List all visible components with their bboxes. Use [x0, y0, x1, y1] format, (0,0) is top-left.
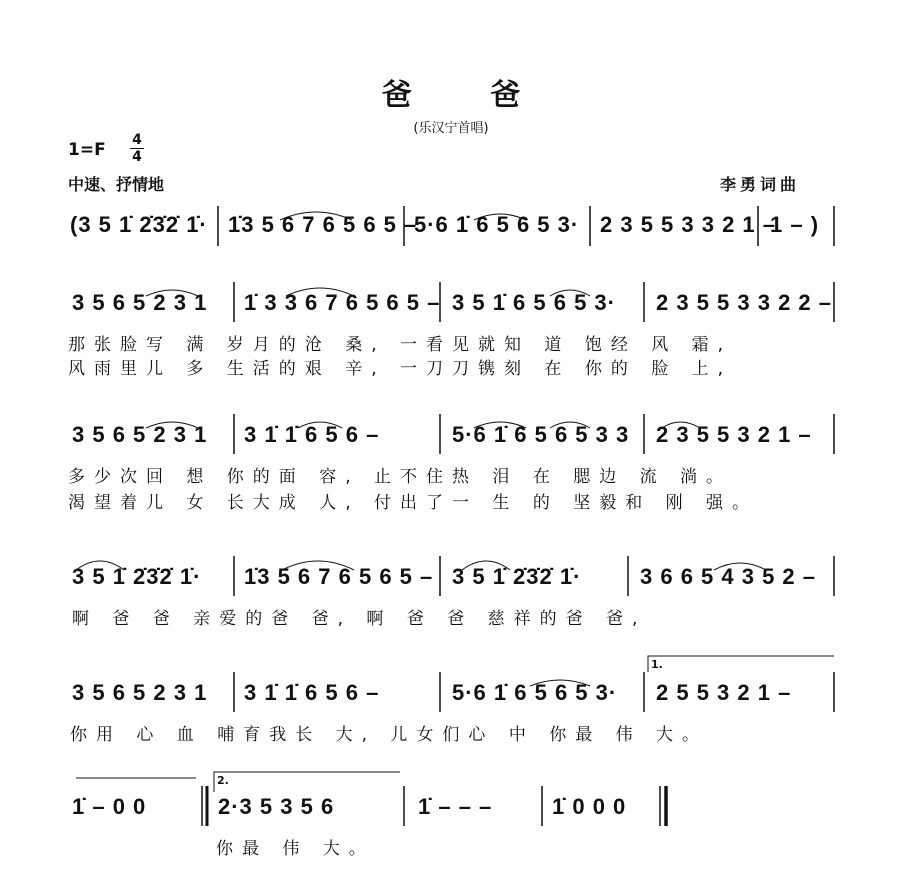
- measure: 1̇ 0 0 0: [552, 794, 627, 819]
- measure: 1̇3 5 6 7 6 5 6 5 –: [244, 564, 434, 589]
- measure: 2 3 5 5 3 3 2 1 –: [600, 212, 777, 237]
- key-signature: 1=F: [68, 140, 106, 160]
- measure: (3 5 1̇ 2̇3̇2̇ 1̇·: [70, 212, 208, 237]
- measure: 3 5 1̇ 6 5 6 5 3·: [452, 290, 616, 315]
- notation-row-1: [70, 212, 208, 238]
- page-subtitle: (乐汉宁首唱): [413, 121, 489, 136]
- meter-bottom: 4: [132, 149, 142, 165]
- volta-2-label: 2.: [217, 774, 229, 787]
- measure: 5·6 1̇ 6 5 6 5 3·: [452, 680, 618, 705]
- page-title: 爸 爸: [381, 78, 555, 113]
- lyric-line: 你最 伟 大。: [216, 839, 375, 859]
- measure: 1̇ – – –: [418, 794, 493, 819]
- author-credit: 李勇词曲: [720, 175, 801, 194]
- lyric-line: 多少次回 想 你的面 容, 止不住热 泪 在 腮边 流 淌。: [68, 467, 733, 487]
- lyric-line: 渴望着儿 女 长大成 人, 付出了一 生 的 坚毅和 刚 强。: [68, 493, 759, 513]
- measure: 3 6 6 5 4 3 5 2 –: [640, 564, 817, 589]
- measure: 2·3 5 3 5 6: [218, 794, 335, 819]
- lyric-line: 啊 爸 爸 亲爱的爸 爸, 啊 爸 爸 慈祥的爸 爸,: [72, 609, 647, 629]
- volta-1-label: 1.: [651, 658, 663, 671]
- meter-top: 4: [132, 132, 142, 148]
- lyric-line: 你用 心 血 哺育我长 大, 儿女们心 中 你最 伟 大。: [70, 725, 709, 745]
- measure: 1̇3 5 6 7 6 5 6 5 –: [228, 212, 418, 237]
- measure: 1 – ): [770, 212, 820, 237]
- tempo-marking: 中速、抒情地: [68, 175, 165, 194]
- measure: 5·6 1̇ 6 5 6 5 3·: [414, 212, 580, 237]
- measure: 3 1̇ 1̇ 6 5 6 –: [244, 422, 380, 447]
- measure: 3 5 6 5 2 3 1: [72, 680, 208, 705]
- measure: 3 5 1̇ 2̇3̇2̇ 1̇·: [452, 564, 582, 589]
- lyric-line: 风雨里儿 多 生活的艰 辛, 一刀刀镌刻 在 你的 脸 上,: [68, 359, 733, 379]
- measure: 1̇ 3 3 6 7 6 5 6 5 –: [244, 290, 441, 315]
- measure: 5·6 1̇ 6 5 6 5 3 3: [452, 422, 630, 447]
- lyric-line: 那张脸写 满 岁月的沧 桑, 一看见就知 道 饱经 风 霜,: [68, 335, 733, 355]
- measure: 3 1̇ 1̇ 6 5 6 –: [244, 680, 380, 705]
- measure: 3 5 6 5 2 3 1: [72, 290, 208, 315]
- measure: 1̇ – 0 0: [72, 794, 147, 819]
- measure: 3 5 1̇ 2̇3̇2̇ 1̇·: [72, 564, 202, 589]
- measure: 2 3 5 5 3 2 1 –: [656, 422, 812, 447]
- measure: 3 5 6 5 2 3 1: [72, 422, 208, 447]
- measure: 2 3 5 5 3 3 2 2 –: [656, 290, 833, 315]
- measure: 2 5 5 3 2 1 –: [656, 680, 792, 705]
